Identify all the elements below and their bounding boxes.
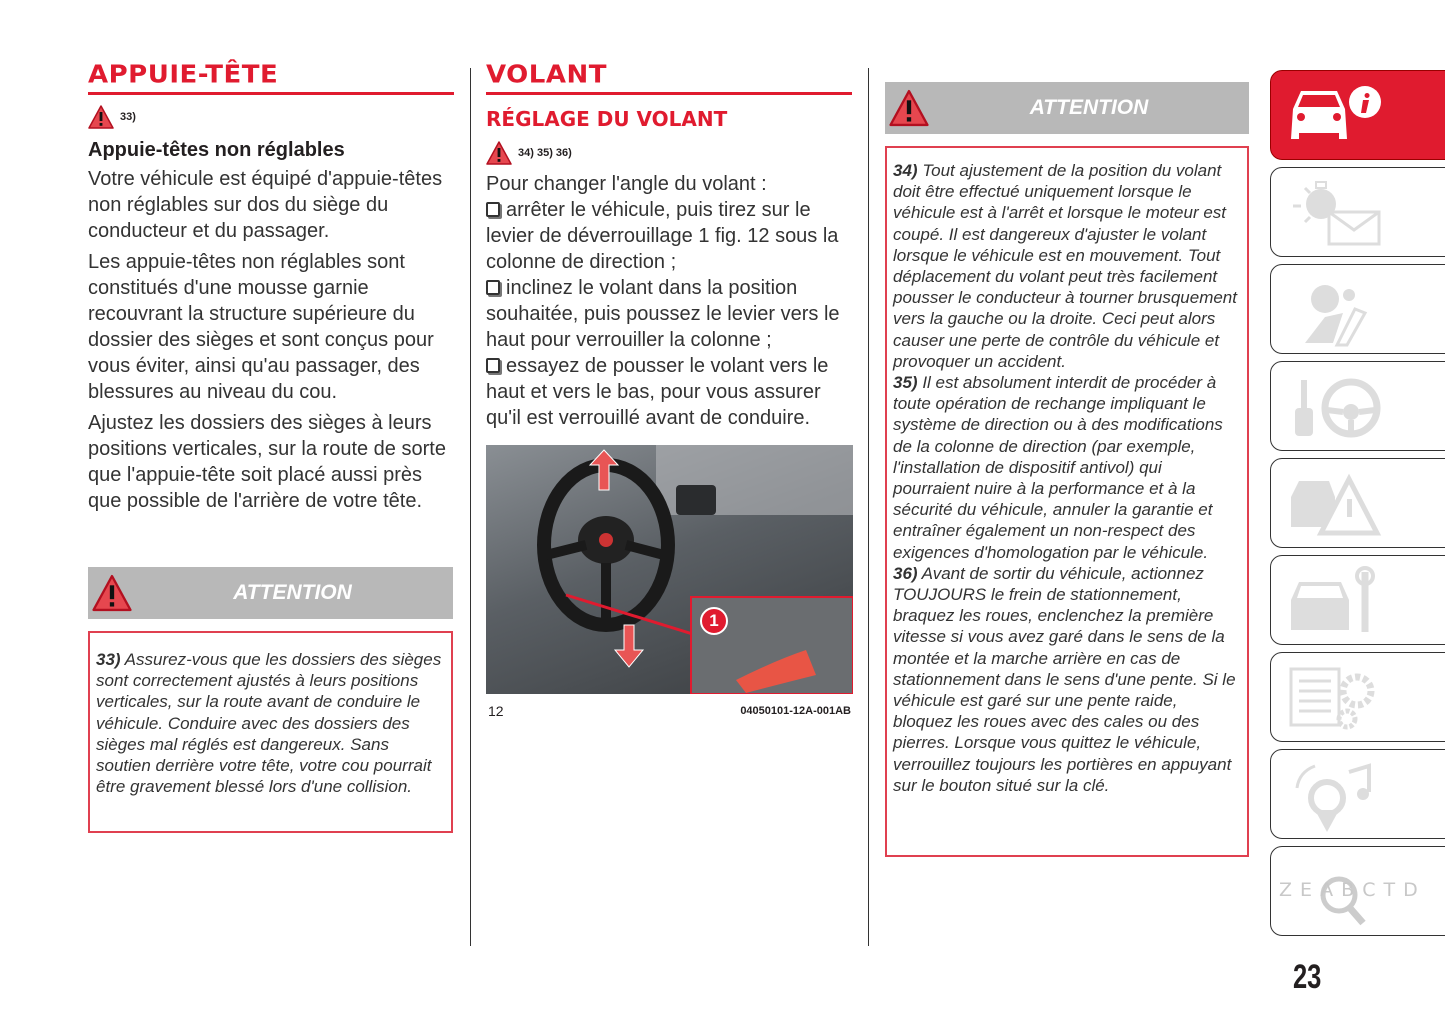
warning-triangle-icon — [92, 574, 132, 612]
car-wrench-icon — [1285, 564, 1385, 639]
specs-gear-icon — [1285, 661, 1385, 736]
warning-triangle-icon — [889, 89, 929, 127]
index-letters: Z E A B C T D — [1279, 879, 1419, 901]
key-steering-wheel-icon — [1285, 370, 1385, 445]
warning-triangle-icon — [486, 141, 512, 165]
body-text — [88, 166, 454, 514]
attention-label: ATTENTION — [233, 581, 352, 604]
step-item — [486, 275, 852, 353]
car-info-icon — [1285, 79, 1385, 154]
airbag-seat-icon — [1285, 273, 1385, 348]
step-item — [486, 353, 852, 431]
tab-starting-driving[interactable] — [1270, 361, 1445, 451]
tab-emergency[interactable] — [1270, 458, 1445, 548]
tab-multimedia[interactable] — [1270, 749, 1445, 839]
warning-number: 34) — [893, 161, 918, 180]
tab-safety[interactable] — [1270, 264, 1445, 354]
paragraph: Votre véhicule est équipé d'appuie-têtes non réglables sur dos du siège du conducteur et du passager. — [88, 168, 443, 242]
tab-technical-data[interactable] — [1270, 652, 1445, 742]
paragraph: Ajustez les dossiers des sièges à leurs positions verticales, sur la route de sorte que l'appuie-tête soit placé aussi près que possible de l'arrière de votre tête. — [88, 412, 446, 512]
attention-box — [885, 146, 1249, 857]
figure-steering-wheel — [486, 445, 853, 694]
steering-wheel-illustration — [486, 445, 853, 694]
warning-text: Avant de sortir du véhicule, actionnez TOUJOURS le frein de stationnement, braquez les roues, enclenchez la première vitesse si vous avez garé dans le sens de la montée et la marche arrière en cas de stationnement dans le sens d'une pente. Si le véhicule est garé sur une pente raide, bloquez les roues avec des cales ou des pierres. Lorsque vous quittez le véhicule, verrouillez toujours les portières en appuyant sur le bouton situé sur la clé. — [893, 563, 1236, 795]
step-item — [486, 197, 852, 275]
warning-refs — [486, 141, 852, 165]
checkbox-bullet-icon — [486, 358, 500, 373]
warning-text: Tout ajustement de la position du volant doit être effectué uniquement lorsque le véhicule est à l'arrêt et lorsque le moteur est coupé. Il est dangereux d'ajuster le volant lorsque le véhicule est en mouvement. Tout déplacement du volant peut très facilement pousser le conducteur à tourner brusquement vers la gauche ou la droite. Ceci peut alors causer une perte de contrôle du véhicule et provoquer un accident. — [893, 161, 1237, 371]
title-rule — [486, 92, 852, 95]
multimedia-icon — [1285, 758, 1385, 833]
warning-text: Il est absolument interdit de procéder à toute opération de rechange impliquant le système de direction ou à des modifications de la colonne de direction (par exemple, l'installation de dispositif antivol) qui pourraient nuire à la performance et à la sécurité du véhicule, annuler la garantie et entraîner également un non-respect des exigences d'homologation par le véhicule. — [893, 373, 1223, 562]
figure-number: 12 — [488, 703, 504, 719]
section-title: VOLANT — [486, 60, 607, 90]
warning-item — [893, 563, 1241, 796]
figure-code: 04050101-12A-001AB — [740, 705, 851, 717]
tab-index[interactable] — [1270, 846, 1445, 936]
section-title: APPUIE-TÊTE — [88, 60, 279, 90]
warning-number: 35) — [893, 373, 918, 393]
title-rule — [88, 92, 454, 95]
step-text: essayez de pousser le volant vers le haut et vers le bas, pour vous assurer qu'il est verrouillé avant de conduire. — [486, 355, 829, 429]
car-warning-triangle-icon — [1285, 467, 1385, 542]
attention-label: ATTENTION — [1029, 96, 1149, 119]
warning-triangle-icon — [88, 105, 114, 129]
page-number: 23 — [1293, 958, 1322, 996]
section-appuie-tete — [88, 60, 454, 519]
checkbox-bullet-icon — [486, 202, 500, 217]
tab-car-info[interactable] — [1270, 70, 1445, 160]
warning-item — [893, 372, 1241, 563]
intro: Pour changer l'angle du volant : — [486, 173, 767, 195]
step-text: arrêter le véhicule, puis tirez sur le levier de déverrouillage 1 fig. 12 sous la colonne de direction ; — [486, 199, 839, 273]
attention-header — [885, 82, 1249, 134]
subsection-title: RÉGLAGE DU VOLANT — [486, 107, 728, 131]
warning-number: 36) — [893, 563, 918, 583]
warning-ref-numbers: 33) — [120, 111, 136, 123]
body-text — [486, 171, 852, 431]
warning-light-message-icon — [1285, 176, 1385, 251]
attention-box — [88, 631, 453, 833]
column-divider — [470, 68, 471, 946]
tab-maintenance[interactable] — [1270, 555, 1445, 645]
checkbox-bullet-icon — [486, 280, 500, 295]
subtitle: Appuie-têtes non réglables — [88, 139, 345, 161]
column-divider — [868, 68, 869, 946]
paragraph: Les appuie-têtes non réglables sont constitués d'une mousse garnie recouvrant la structure supérieure du dossier des sièges et sont conçus pour vous éviter, ainsi qu'au passager, des blessures au niveau du cou. — [88, 251, 434, 403]
warning-item — [96, 649, 445, 797]
warning-ref-numbers: 34) 35) 36) — [518, 147, 572, 159]
warning-text: Assurez-vous que les dossiers des sièges sont correctement ajustés à leurs positions verticales, sur la route avant de conduire le véhicule. Conduire avec des dossiers des sièges mal réglés est dangereux. Sans soutien derrière votre tête, votre cou pourrait être gravement blessé lors d'une collision. — [96, 650, 442, 797]
figure-callout: 1 — [700, 607, 728, 635]
warning-refs — [88, 105, 454, 129]
section-volant — [486, 60, 852, 431]
warning-number: 33) — [96, 650, 121, 669]
tab-warning-lights[interactable] — [1270, 167, 1445, 257]
step-text: inclinez le volant dans la position souhaitée, puis poussez le levier vers le haut pour verrouiller la colonne ; — [486, 277, 840, 351]
warning-item — [893, 160, 1241, 372]
attention-header — [88, 567, 453, 619]
